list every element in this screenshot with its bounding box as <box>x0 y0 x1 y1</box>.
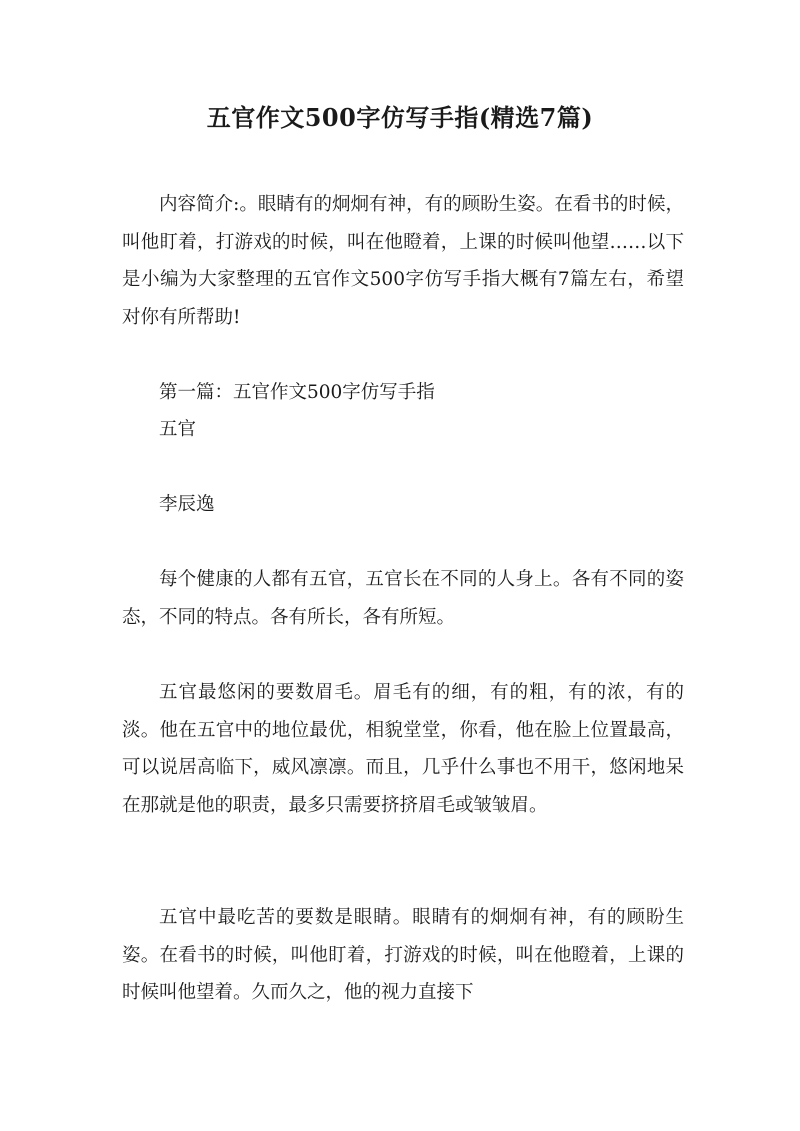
essay-paragraph: 五官中最吃苦的要数是眼睛。眼睛有的炯炯有神，有的顾盼生姿。在看书的时候，叫他盯着，打游戏的时候，叫在他瞪着，上课的时候叫他望着。久而久之，他的视力直接下 <box>122 907 684 1003</box>
essay-paragraph: 五官最悠闲的要数眉毛。眉毛有的细，有的粗，有的浓，有的淡。他在五官中的地位最优，相貌堂堂，你看，他在脸上位置最高，可以说居高临下，威风凛凛。而且，几乎什么事也不用干，悠闲地呆在那就是他的职责，最多只需要挤挤眉毛或皱皱眉。 <box>122 682 684 816</box>
essay-author: 李辰逸 <box>159 494 215 515</box>
essay-paragraph: 每个健康的人都有五官，五官长在不同的人身上。各有不同的姿态，不同的特点。各有所长，各有所短。 <box>122 569 684 628</box>
intro-paragraph: 内容简介:。眼睛有的炯炯有神，有的顾盼生姿。在看书的时候，叫他盯着，打游戏的时候，叫在他瞪着，上课的时候叫他望……以下是小编为大家整理的五官作文500字仿写手指大概有7篇左右，希望对你有所帮助! <box>122 194 684 328</box>
document-title: 五官作文500字仿写手指(精选7篇) <box>206 103 594 132</box>
section-heading: 第一篇：五官作文500字仿写手指 <box>159 382 435 403</box>
essay-title: 五官 <box>159 419 197 440</box>
